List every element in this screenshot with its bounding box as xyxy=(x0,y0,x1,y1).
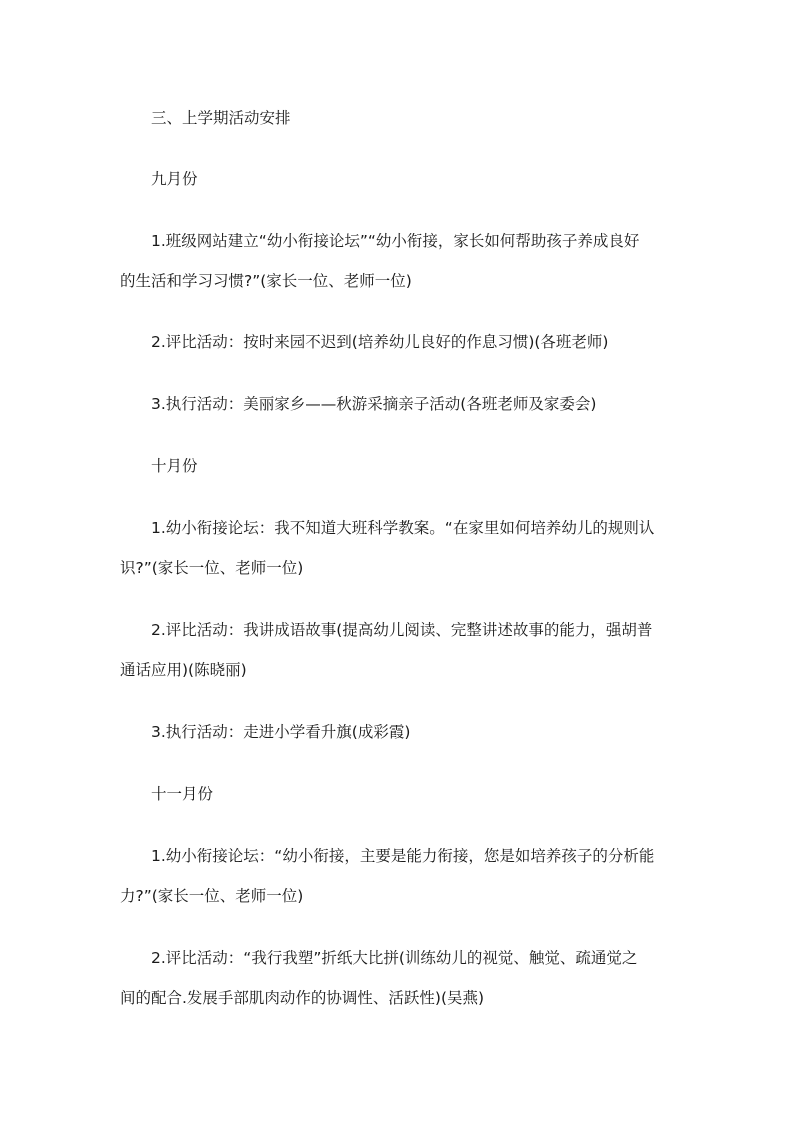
paragraph-line: 通话应用)(陈晓丽) xyxy=(120,661,247,679)
paragraph-line: 2.评比活动：“我行我塑”折纸大比拼(训练幼儿的视觉、触觉、疏通觉之 xyxy=(151,949,638,967)
paragraph-line: 1.幼小衔接论坛：“幼小衔接，主要是能力衔接，您是如培养孩子的分析能 xyxy=(151,847,655,865)
paragraph-line: 识?”(家长一位、老师一位) xyxy=(120,559,304,577)
paragraph-line: 2.评比活动：按时来园不迟到(培养幼儿良好的作息习惯)(各班老师) xyxy=(151,333,609,351)
paragraph-line: 1.幼小衔接论坛：我不知道大班科学教案。“在家里如何培养幼儿的规则认 xyxy=(151,519,655,537)
paragraph-line: 1.班级网站建立“幼小衔接论坛”“幼小衔接，家长如何帮助孩子养成良好 xyxy=(151,232,640,250)
paragraph-line: 3.执行活动：走进小学看升旗(成彩霞) xyxy=(151,723,411,741)
paragraph-line: 3.执行活动：美丽家乡——秋游采摘亲子活动(各班老师及家委会) xyxy=(151,395,597,413)
paragraph-line: 间的配合.发展手部肌肉动作的协调性、活跃性)(吴燕) xyxy=(120,989,485,1007)
month-heading-november: 十一月份 xyxy=(151,785,214,803)
paragraph-line: 的生活和学习习惯?”(家长一位、老师一位) xyxy=(120,272,412,290)
month-heading-october: 十月份 xyxy=(151,457,198,475)
month-heading-september: 九月份 xyxy=(151,170,198,188)
paragraph-line: 力?”(家长一位、老师一位) xyxy=(120,887,304,905)
paragraph-line: 2.评比活动：我讲成语故事(提高幼儿阅读、完整讲述故事的能力，强胡普 xyxy=(151,621,653,639)
section-title: 三、上学期活动安排 xyxy=(151,109,291,127)
